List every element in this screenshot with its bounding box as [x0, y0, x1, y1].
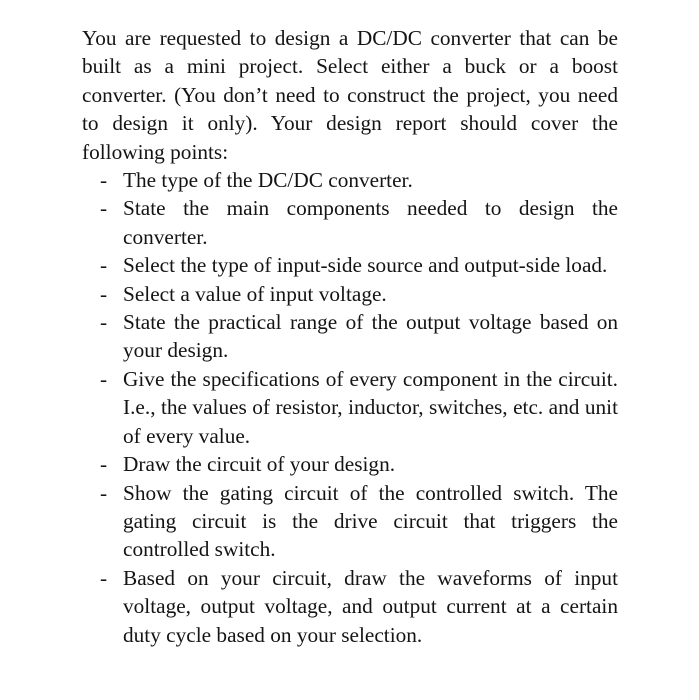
bullet-dash: - — [100, 168, 108, 193]
list-item — [100, 479, 618, 564]
bullet-dash: - — [100, 366, 108, 391]
list-item — [100, 280, 618, 308]
list-item-text: Select the type of input-side source and output-side load. — [123, 253, 608, 278]
list-item — [100, 564, 618, 649]
bullet-dash: - — [100, 565, 108, 590]
list-item-text: Show the gating circuit of the controlled switch. The gating circuit is the drive circuit that triggers the controlled switch. — [123, 480, 618, 562]
list-item-text: Draw the circuit of your design. — [123, 452, 396, 477]
list-item-text: Based on your circuit, draw the waveforms of input voltage, output voltage, and output current at a certain duty cycle based on your selection. — [123, 565, 618, 647]
bullet-dash: - — [100, 310, 108, 335]
list-item — [100, 194, 618, 251]
list-item — [100, 251, 618, 279]
bullet-dash: - — [100, 452, 108, 477]
bullet-dash: - — [100, 196, 108, 221]
list-item — [100, 308, 618, 365]
assignment-document — [82, 24, 618, 649]
list-item — [100, 450, 618, 478]
list-item-text: Give the specifications of every component in the circuit. I.e., the values of resistor, inductor, switches, etc. and unit of every value. — [123, 366, 618, 448]
intro-paragraph: You are requested to design a DC/DC converter that can be built as a mini project. Select either a buck or a boost converter. (You don’t need to construct the project, you need to design it only). Your design report should cover the following points: — [82, 26, 618, 164]
list-item-text: Select a value of input voltage. — [123, 281, 387, 306]
list-item — [100, 166, 618, 194]
bullet-dash: - — [100, 253, 108, 278]
list-item — [100, 365, 618, 450]
list-item-text: State the practical range of the output voltage based on your design. — [123, 310, 618, 363]
requirements-list — [82, 166, 618, 649]
bullet-dash: - — [100, 480, 108, 505]
list-item-text: State the main components needed to design the converter. — [123, 196, 618, 249]
bullet-dash: - — [100, 281, 108, 306]
list-item-text: The type of the DC/DC converter. — [123, 168, 413, 193]
